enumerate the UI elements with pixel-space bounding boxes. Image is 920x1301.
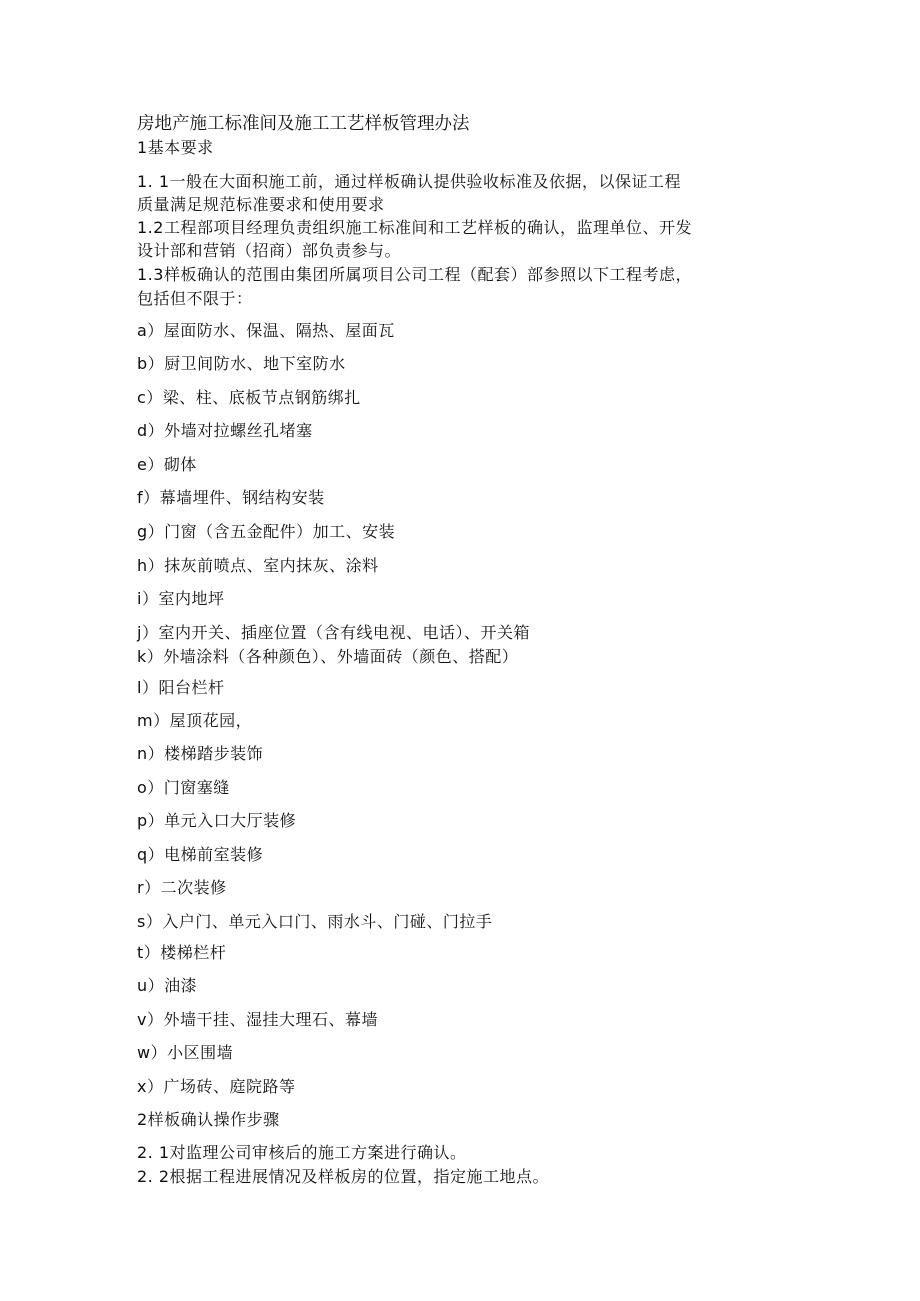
list-item-r: r）二次装修: [137, 878, 227, 897]
paragraph-1-2-line-1: 1.2工程部项目经理负责组织施工标准间和工艺样板的确认，监理单位、开发: [137, 218, 692, 237]
list-item-e: e）砌体: [137, 455, 197, 474]
list-item-d: d）外墙对拉螺丝孔堵塞: [137, 421, 313, 440]
document-title: 房地产施工标准间及施工工艺样板管理办法: [137, 114, 470, 134]
section-heading-basic-requirements: 1基本要求: [137, 138, 214, 157]
list-item-p: p）单元入口大厅装修: [137, 811, 297, 830]
paragraph-1-2-line-2: 设计部和营销（招商）部负责参与。: [137, 241, 402, 260]
list-item-g: g）门窗（含五金配件）加工、安装: [137, 522, 396, 541]
list-item-q: q）电梯前室装修: [137, 845, 264, 864]
paragraph-1-3-line-1: 1.3样板确认的范围由集团所属项目公司工程（配套）部参照以下工程考虑，: [137, 265, 692, 284]
list-item-v: v）外墙干挂、湿挂大理石、幕墙: [137, 1010, 378, 1029]
list-item-w: w）小区围墙: [137, 1043, 234, 1062]
list-item-o: o）门窗塞缝: [137, 778, 230, 797]
list-item-x: x）广场砖、庭院路等: [137, 1077, 296, 1096]
paragraph-2-1: 2. 1对监理公司审核后的施工方案进行确认。: [137, 1143, 467, 1162]
list-item-m: m）屋顶花园，: [137, 711, 253, 730]
list-item-h: h）抹灰前喷点、室内抹灰、涂料: [137, 556, 379, 575]
list-item-s: s）入户门、单元入口门、雨水斗、门碰、门拉手: [137, 912, 493, 931]
list-item-t: t）楼梯栏杆: [137, 943, 227, 962]
list-item-u: u）油漆: [137, 976, 198, 995]
list-item-f: f）幕墙埋件、钢结构安装: [137, 488, 325, 507]
list-item-i: i）室内地坪: [137, 589, 225, 608]
list-item-c: c）梁、柱、底板节点钢筋绑扎: [137, 388, 361, 407]
paragraph-2-2: 2. 2根据工程进展情况及样板房的位置，指定施工地点。: [137, 1167, 550, 1186]
list-item-a: a）屋面防水、保温、隔热、屋面瓦: [137, 321, 395, 340]
list-item-k: k）外墙涂料（各种颜色）、外墙面砖（颜色、搭配）: [137, 647, 519, 666]
paragraph-1-1-line-2: 质量满足规范标准要求和使用要求: [137, 195, 385, 214]
paragraph-1-3-line-2: 包括但不限于：: [137, 289, 253, 308]
list-item-l: l）阳台栏杆: [137, 678, 225, 697]
list-item-n: n）楼梯踏步装饰: [137, 744, 264, 763]
list-item-b: b）厨卫间防水、地下室防水: [137, 354, 346, 373]
list-item-j: j）室内开关、插座位置（含有线电视、电话）、开关箱: [137, 623, 530, 642]
paragraph-1-1-line-1: 1. 1一般在大面积施工前，通过样板确认提供验收标准及依据，以保证工程: [137, 172, 682, 191]
section-heading-sample-confirmation-steps: 2样板确认操作步骤: [137, 1110, 280, 1129]
